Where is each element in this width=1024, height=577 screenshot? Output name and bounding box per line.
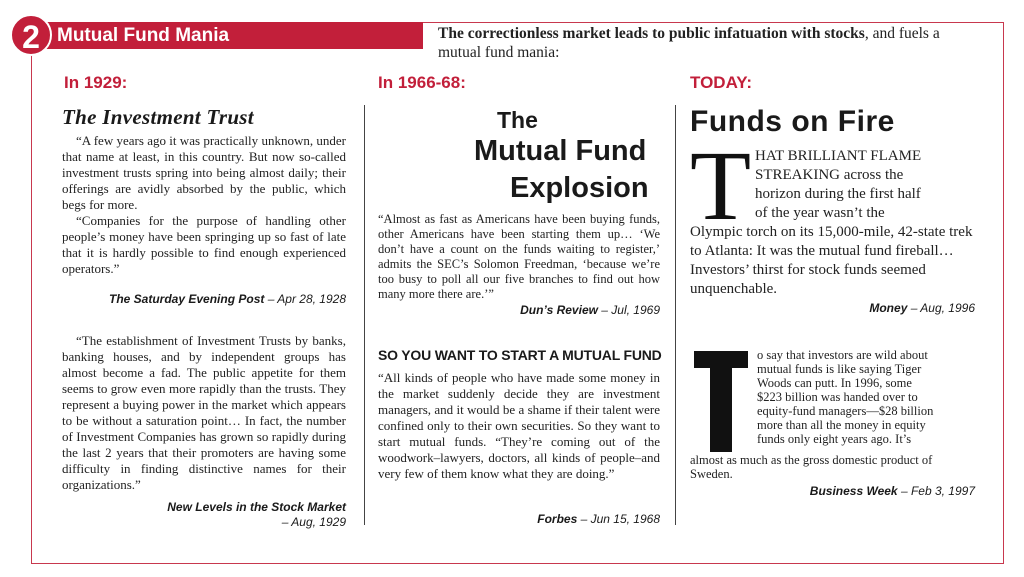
column-divider-1 — [364, 105, 365, 525]
col3-quote2-line: equity-fund managers—$28 billion — [757, 404, 934, 418]
col2-quote1 — [378, 212, 660, 302]
col1-source1-name: The Saturday Evening Post — [109, 292, 265, 306]
col2-subhead: SO YOU WANT TO START A MUTUAL FUND — [378, 347, 662, 363]
col3-quote1-lines — [755, 147, 975, 223]
col2-quote1-text: “Almost as fast as Americans have been buying funds, other Americans have been starting them up… ‘We don’t have a count on the funds waiting to register,’ admits the SEC’s Solomon Freedman, ‘because we’re too busy to poll all our five branches to find out how many more there are.’” — [378, 212, 660, 301]
col3-quote2-line: mutual funds is like saying Tiger — [757, 362, 922, 376]
col1-source1-date: – Apr 28, 1928 — [264, 292, 346, 306]
col1-quote1-p1: “A few years ago it was practically unknown, under that name at least, in this country. But now so-called investment trusts spring into being almost daily; their offerings are avidly absorbed by the public, which begs for more. — [62, 133, 346, 212]
col1-quote2-text: “The establishment of Investment Trusts by banks, banking houses, and by independent groups has almost become a fad. The public appetite for them seems to grow even more rapidly than the trusts. They represent a buying power in the market which appears to be without a saturation point… In fact, the number of Investment Companies has grown so rapidly during the last 2 years that their promoters are having some difficulty in finding distinctive names for their organizations.” — [62, 333, 346, 492]
col1-heading: In 1929: — [64, 73, 128, 92]
col3-quote2-line: funds only eight years ago. It’s — [757, 432, 912, 446]
col1-title: The Investment Trust — [62, 105, 254, 129]
col1-quote1-p2: “Companies for the purpose of handling other people’s money have been springing up so fast of late that it is hardly possible to find enough experienced operators.” — [62, 213, 346, 276]
col3-quote2-rest — [690, 453, 975, 481]
col3-quote2-lines — [757, 348, 975, 446]
col2-title-line2: Mutual Fund — [474, 135, 647, 167]
column-divider-2 — [675, 105, 676, 525]
col3-source1 — [690, 301, 975, 315]
col3-quote2-line: $223 billion was handed over to — [757, 390, 918, 404]
col1-source2 — [62, 500, 346, 530]
col3-quote1-rest-text: Olympic torch on its 15,000-mile, 42-state trek to Atlanta: It was the mutual fund fireball… Investors’ thirst for stock funds seemed unquenchable. — [690, 224, 973, 297]
col3-quote2-rest-text: almost as much as the gross domestic product of Sweden. — [690, 453, 933, 481]
col2-source1 — [378, 303, 660, 317]
intro-bold: The correctionless market leads to public infatuation with stocks — [438, 25, 865, 42]
col3-heading: TODAY: — [690, 73, 753, 92]
col3-title: Funds on Fire — [690, 105, 895, 138]
col2-heading: In 1966-68: — [378, 73, 466, 92]
col3-source2-date: – Feb 3, 1997 — [897, 484, 975, 498]
col3-source1-date: – Aug, 1996 — [907, 301, 975, 315]
col2-source2-date: – Jun 15, 1968 — [577, 512, 660, 526]
col1-quote2 — [62, 333, 346, 493]
col1-source2-name: New Levels in the Stock Market — [167, 500, 346, 514]
intro-rest: , and fuels a mutual fund mania: — [438, 25, 940, 61]
col3-source2 — [690, 484, 975, 498]
col3-source2-name: Business Week — [809, 484, 898, 498]
col2-quote2 — [378, 370, 660, 482]
col1-quote1 — [62, 133, 346, 277]
col2-title-the: The — [497, 107, 538, 133]
col2-source1-name: Dun’s Review — [520, 303, 598, 317]
col2-title-line3: Explosion — [510, 172, 649, 204]
col2-source1-date: – Jul, 1969 — [597, 303, 660, 317]
col3-quote1-line: STREAKING across the — [755, 167, 904, 183]
col3-quote1-line: horizon during the first half — [755, 186, 921, 202]
col1-source1 — [62, 292, 346, 306]
col3-quote1-line: HAT BRILLIANT FLAME — [755, 148, 922, 164]
section-intro — [438, 24, 983, 62]
col3-quote2-line: Woods can putt. In 1996, some — [757, 376, 912, 390]
section-title: Mutual Fund Mania — [57, 25, 230, 46]
col3-source1-name: Money — [869, 301, 908, 315]
col3-quote1-rest — [690, 223, 975, 299]
col3-quote2-line: more than all the money in equity — [757, 418, 926, 432]
col3-quote2-line: o say that investors are wild about — [757, 348, 928, 362]
col2-source2 — [378, 512, 660, 526]
col2-quote2-text: “All kinds of people who have made some money in the market suddenly decide they are investment managers, and it would be a shame if their talent were confined only to their own securities. So they want to start mutual funds. “They’re coming out of the woodwork–lawyers, doctors, all kinds of people–and very few of them know what they are doing.” — [378, 370, 660, 481]
section-number-badge: 2 — [10, 14, 52, 56]
col3-dropcap1: T — [690, 130, 752, 241]
col2-source2-name: Forbes — [537, 512, 578, 526]
section-banner — [31, 22, 423, 49]
col1-source2-date: – Aug, 1929 — [281, 515, 346, 529]
col3-quote1-line: of the year wasn’t the — [755, 205, 885, 221]
